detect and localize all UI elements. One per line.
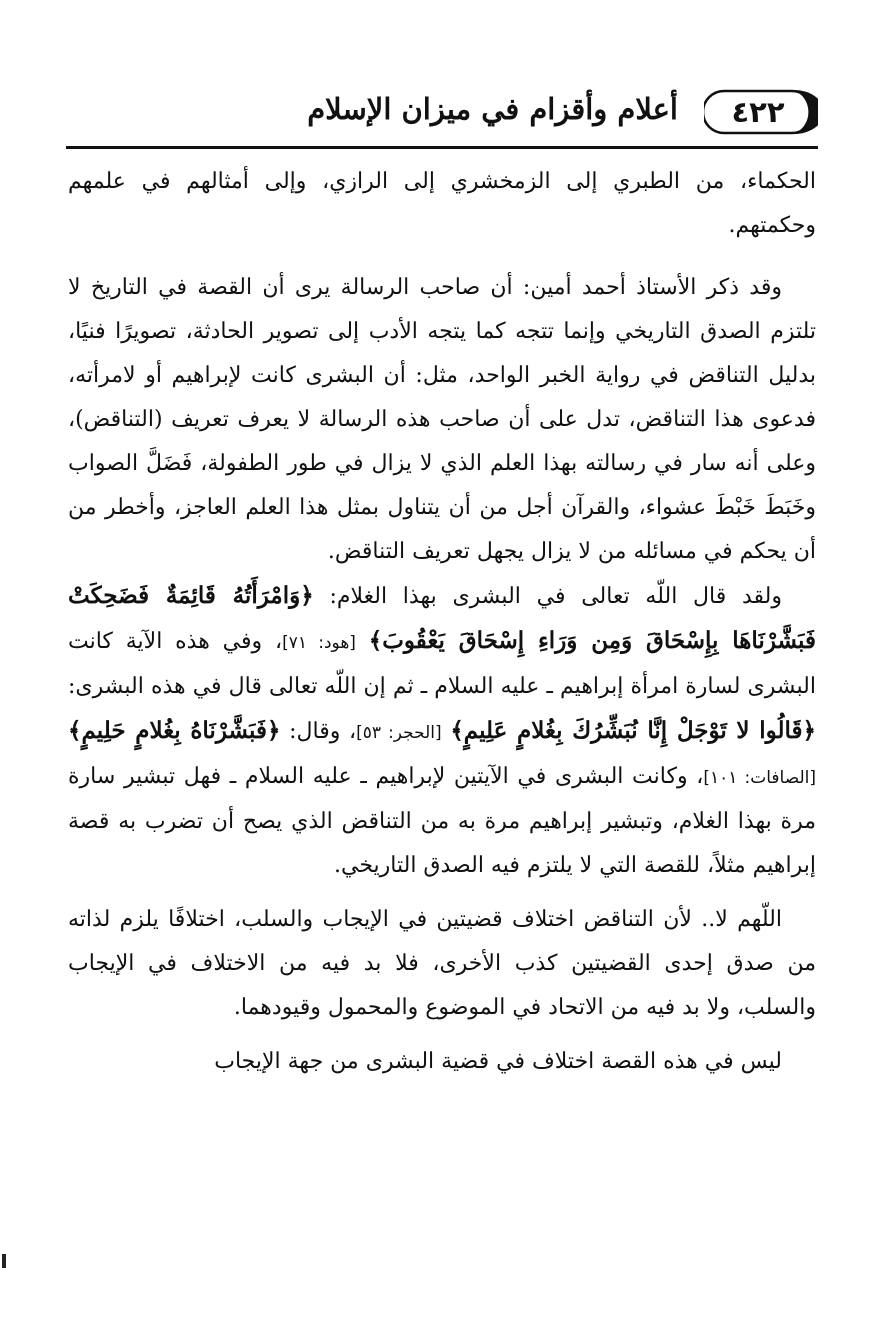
paragraph-quran-verses: [68, 574, 816, 888]
paragraph-contradiction-definition: اللّهم لا.. لأن التناقض اختلاف قضيتين في الإيجاب والسلب، اختلافًا يلزم لذاته من صدق إحدى القضيتين كذب الأخرى، فلا بد فيه من الاختلاف في الإيجاب والسلب، ولا بد فيه من الاتحاد في الموضوع والمحمول وقيودهما.: [68, 907, 816, 1020]
paragraph-last-line: ليس في هذه القصة اختلاف في قضية البشرى من جهة الإيجاب: [214, 1049, 782, 1074]
paragraph-continuation: الحكماء، من الطبري إلى الزمخشري إلى الرازي، وإلى أمثالهم في علمهم وحكمتهم.: [68, 169, 816, 238]
book-title: أعلام وأقزام في ميزان الإسلام: [307, 92, 678, 126]
verse-citation-hijr: [الحجر: ٥٣]: [356, 723, 442, 743]
page-number-badge: [704, 88, 818, 136]
text-segment: ، وكانت البشرى في الآيتين لإبراهيم ـ عليه السلام ـ فهل تبشير سارة مرة بهذا الغلام، وتبشير إبراهيم مرة به من التناقض الذي يصح أن تضرب به قصة إبراهيم مثلاً، للقصة التي لا يلتزم فيه الصدق التاريخي.: [68, 764, 816, 878]
main-text: [68, 160, 816, 1084]
verse-citation-hud: [هود: ٧١]: [282, 633, 356, 653]
quran-verse-saffat: ﴿فَبَشَّرْنَاهُ بِغُلامٍ حَلِيمٍ﴾: [68, 717, 281, 744]
quran-verse-hud: ﴿وَامْرَأَتُهُ قَائِمَةٌ فَضَحِكَتْ فَبَشَّرْنَاهَا بِإِسْحَاقَ وَمِن وَرَاءِ إِسْحَاقَ يَعْقُوبَ﴾: [68, 582, 816, 654]
header-divider: [66, 146, 818, 149]
verse-citation-saffat: [الصافات: ١٠١]: [703, 768, 817, 788]
text-segment: ، وقال:: [289, 719, 357, 744]
paragraph-ahmad-amin: وقد ذكر الأستاذ أحمد أمين: أن صاحب الرسالة يرى أن القصة في التاريخ لا تلتزم الصدق التاريخي وإنما تتجه كما يتجه الأدب إلى تصوير الحادثة، تصويرًا فنيًا، بدليل التناقض في رواية الخبر الواحد، مثل: أن البشرى كانت لإبراهيم أو لامرأته، فدعوى هذا التناقض، تدل على أن صاحب هذه الرسالة لا يعرف تعريف (التناقض)، وعلى أنه سار في رسالته بهذا العلم الذي لا يزال في طور الطفولة، فَضَلَّ الصواب وخَبَطَ خَبْطَ عشواء، والقرآن أجل من أن يتناول بمثل هذا العلم العاجز، وأخطر من أن يحكم في مسائله من لا يزال يجهل تعريف التناقض.: [68, 275, 816, 564]
page-header: [66, 82, 818, 146]
text-segment: ولقد قال اللّه تعالى في البشرى بهذا الغلام:: [329, 584, 783, 609]
quran-verse-hijr: ﴿قَالُوا لا تَوْجَلْ إِنَّا نُبَشِّرُكَ بِغُلامٍ عَلِيمٍ﴾: [450, 717, 816, 744]
text-segment: ، وفي هذه الآية كانت البشرى لسارة امرأة إبراهيم ـ عليه السلام ـ ثم إن اللّه تعالى قال في هذه البشرى:: [68, 629, 816, 699]
page-number: ٤٢٢: [731, 95, 785, 129]
scan-edge-mark: [2, 1254, 6, 1268]
